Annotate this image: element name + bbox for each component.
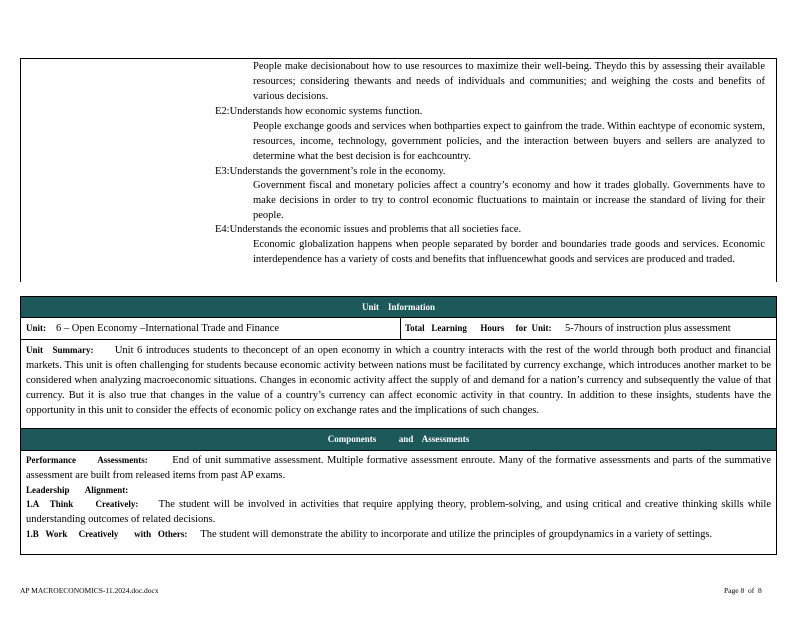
performance-label: Performance Assessments: [26, 455, 148, 465]
unit-summary [26, 343, 771, 418]
la-label: 1.A Think Creatively: [26, 499, 139, 509]
unit-value: 6 – Open Economy –International Trade and Finance [56, 323, 280, 334]
components-title: Components and Assessments [327, 434, 470, 444]
lb-block [26, 527, 771, 542]
summary-text: Unit 6 introduces students to theconcept of an open economy in which a country interacts with the rest of the world through both product and financial markets. This unit is often challenging for students because economic activity between nations must be facilitated by currency exchange, which introduces another market to be considered when analyzing macroeconomic situations. Changes in economic activity affect the supply of and demand for a nation’s currency and subsequently the value of that currency. But it is also true that changes in the value of a country’s currency can affect economic activity in that country. In addition to these insights, students have the opportunity in this unit to consider the effects of economic policy on exchange rates and the implications of such changes. [26, 345, 772, 416]
e2-bullet-text: People exchange goods and services when bothparties expect to gainfrom the trade. Within eachtype of economic system, resources, income, technology, government policies, and the interaction between buyers and sellers are analyzed to determine what the best decision is for eachcountry. [253, 121, 765, 162]
la-text: The student will be involved in activities that require applying theory, problem-solving, and using critical and creative thinking skills while understanding outcomes of related decisions. [26, 499, 772, 525]
footer-page-number: Page 8 of 8 [724, 586, 762, 595]
la-block [26, 497, 771, 527]
unit-label: Unit: [26, 323, 46, 333]
unit-info-title: Unit Information [361, 302, 435, 312]
leadership-label: Leadership Alignment: [26, 485, 129, 495]
components-row [20, 451, 777, 555]
e3-label: E3:Understands the government’s role in the economy. [215, 166, 446, 177]
summary-row [20, 340, 777, 428]
unit-row [20, 318, 777, 340]
e1-bullet-text: People make decisionabout how to use resources to maximize their well-being. Theydo this by assessing their available resources; considering thewants and needs of individuals and communities; and weighing the costs and benefits of various decisions. [253, 61, 765, 102]
footer-filename: AP MACROECONOMICS-11.2024.doc.docx [20, 586, 159, 595]
components-band [20, 428, 777, 451]
leadership-block [26, 483, 771, 498]
e2-label: E2:Understands how economic systems function. [215, 106, 423, 117]
unit-info-band [20, 296, 777, 318]
unit-cell [21, 318, 401, 339]
e3-bullet-text: Government fiscal and monetary policies affect a country’s economy and how it trades globally. Governments have to make decisions in order to try to control economic fluctuations to maintain or increase the standard of living for their people. [253, 180, 765, 221]
hours-label: Total Learning Hours for Unit: [405, 323, 552, 333]
lb-text: The student will demonstrate the ability to incorporate and utilize the principles of groupdynamics in a variety of settings. [200, 529, 713, 540]
e4-bullet-text: Economic globalization happens when people separated by border and boundaries trade goods and services. Economic interdependence has a variety of costs and benefits that influencewhat goods and services are produced and traded. [253, 239, 765, 265]
lb-label: 1.B Work Creatively with Others: [26, 529, 188, 539]
e4-label: E4:Understands the economic issues and problems that all societies face. [215, 224, 522, 235]
performance-text: End of unit summative assessment. Multiple formative assessment enroute. Many of the formative assessments and parts of the summative assessment are built from released items from past AP exams. [26, 455, 771, 481]
performance-block [26, 453, 771, 483]
hours-value: 5-7hours of instruction plus assessment [565, 323, 731, 334]
summary-label: Unit Summary: [26, 345, 94, 355]
